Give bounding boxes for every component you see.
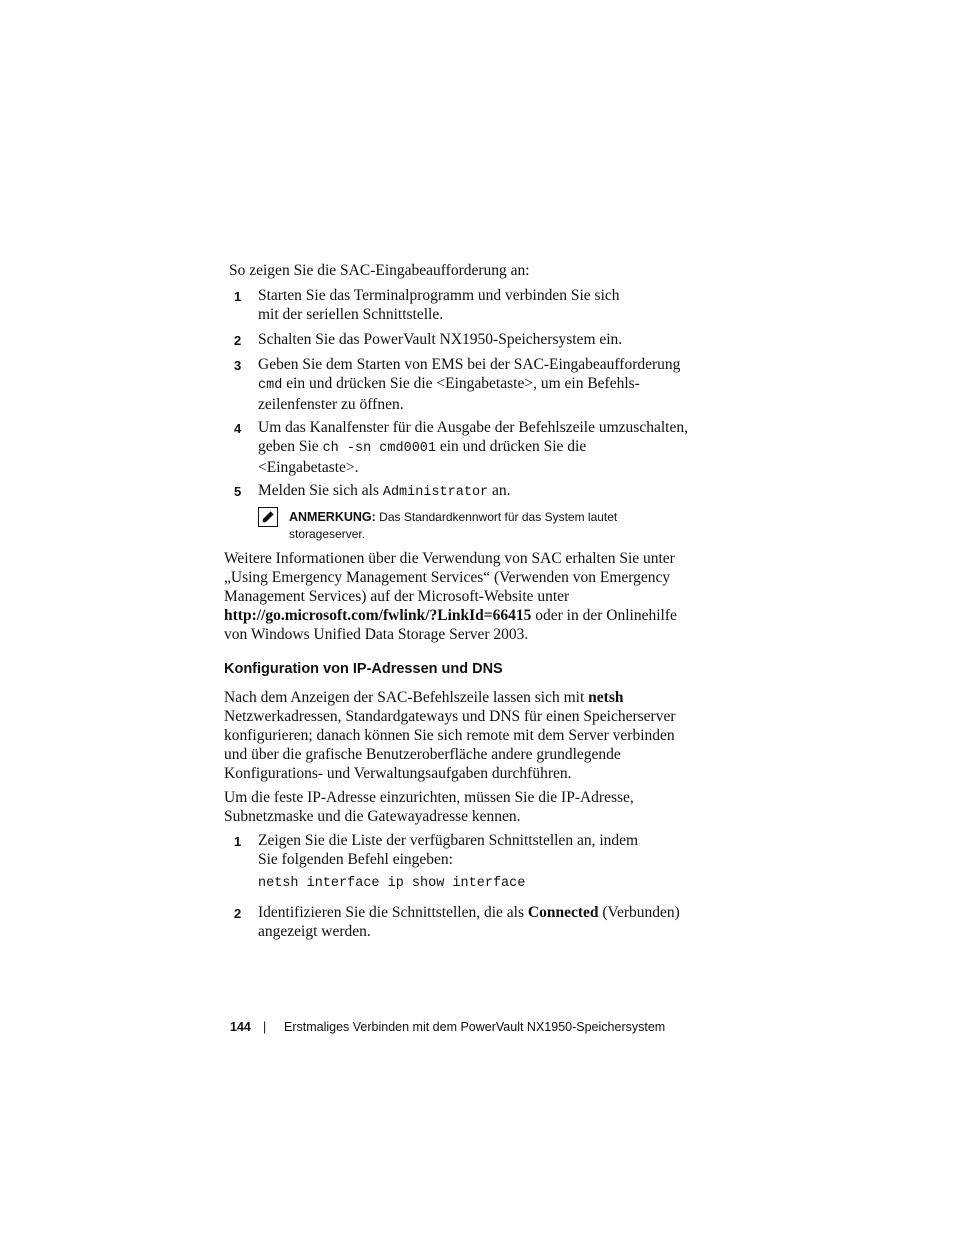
step-text: Schalten Sie das PowerVault NX1950-Speichersystem ein.	[258, 331, 623, 348]
page-number: 144	[230, 1020, 251, 1034]
step-number: 2	[234, 333, 242, 348]
step-text: mit der seriellen Schnittstelle.	[258, 306, 444, 323]
step-text: Geben Sie dem Starten von EMS bei der SAC-Eingabeaufforderung	[258, 356, 681, 373]
step-text: Um das Kanalfenster für die Ausgabe der Befehlszeile umzuschalten,	[258, 419, 688, 436]
paragraph-line: Konfigurations- und Verwaltungsaufgaben durchführen.	[224, 765, 572, 782]
step-text	[258, 374, 694, 395]
paragraph-line: Netzwerkadressen, Standardgateways und DNS für einen Speicherserver	[224, 708, 676, 725]
step-text: zeilenfenster zu öffnen.	[258, 396, 404, 413]
paragraph-line: von Windows Unified Data Storage Server 2003.	[224, 626, 529, 643]
step-text: angezeigt werden.	[258, 923, 371, 940]
paragraph-line: Weitere Informationen über die Verwendung von SAC erhalten Sie unter	[224, 550, 675, 567]
paragraph-line	[224, 606, 694, 625]
paragraph-line: Um die feste IP-Adresse einzurichten, müssen Sie die IP-Adresse,	[224, 789, 634, 806]
step-text	[258, 481, 694, 502]
step-text	[258, 437, 694, 458]
pencil-note-icon	[258, 507, 278, 527]
paragraph-line: und über die grafische Benutzeroberfläche andere grundlegende	[224, 746, 621, 763]
note-text: Das Standardkennwort für das System lautet	[375, 510, 618, 524]
paragraph-line: „Using Emergency Management Services“ (Verwenden von Emergency	[224, 569, 671, 586]
step-text-fragment: (Verbunden)	[598, 904, 680, 921]
step-text-fragment: an.	[488, 482, 511, 499]
note-line: storageserver.	[289, 527, 366, 541]
paragraph-line: Subnetzmaske und die Gatewayadresse kennen.	[224, 808, 521, 825]
footer-title: Erstmaliges Verbinden mit dem PowerVault NX1950-Speichersystem	[284, 1020, 666, 1034]
step-text-fragment: Melden Sie sich als	[258, 482, 383, 499]
intro-text: So zeigen Sie die SAC-Eingabeaufforderung an:	[229, 262, 530, 279]
note-line	[289, 509, 679, 526]
code-block: netsh interface ip show interface	[258, 876, 526, 891]
inline-code: cmd	[258, 378, 283, 393]
footer-separator: |	[263, 1020, 267, 1034]
paragraph-line: Management Services) auf der Microsoft-Website unter	[224, 588, 570, 605]
step-text: Zeigen Sie die Liste der verfügbaren Schnittstellen an, indem	[258, 832, 639, 849]
microsoft-link[interactable]: http://go.microsoft.com/fwlink/?LinkId=66415	[224, 607, 532, 624]
step-number: 1	[234, 834, 242, 849]
paragraph-fragment: Nach dem Anzeigen der SAC-Befehlszeile lassen sich mit	[224, 689, 589, 706]
step-text-fragment: ein und drücken Sie die <Eingabetaste>, um ein Befehls-	[282, 375, 640, 392]
paragraph-fragment: oder in der Onlinehilfe	[531, 607, 677, 624]
step-number: 1	[234, 289, 242, 304]
inline-code: Administrator	[382, 485, 489, 500]
note-label: ANMERKUNG:	[289, 510, 376, 524]
step-number: 5	[234, 484, 242, 499]
step-text: Sie folgenden Befehl eingeben:	[258, 851, 453, 868]
step-text: <Eingabetaste>.	[258, 459, 359, 476]
paragraph-line: konfigurieren; danach können Sie sich remote mit dem Server verbinden	[224, 727, 675, 744]
bold-term: netsh	[588, 689, 624, 706]
step-text-fragment: ein und drücken Sie die	[436, 438, 587, 455]
step-text-fragment: geben Sie	[258, 438, 323, 455]
netsh-paragraph	[224, 688, 694, 783]
step-text: Starten Sie das Terminalprogramm und verbinden Sie sich	[258, 287, 620, 304]
step-number: 3	[234, 358, 242, 373]
inline-code: ch -sn cmd0001	[322, 441, 436, 456]
paragraph-line	[224, 688, 694, 707]
ip-paragraph	[224, 788, 694, 826]
step-text	[258, 903, 694, 922]
step-text-fragment: Identifizieren Sie die Schnittstellen, die als	[258, 904, 528, 921]
section-heading: Konfiguration von IP-Adressen und DNS	[224, 661, 503, 677]
step-number: 2	[234, 906, 242, 921]
info-paragraph	[224, 549, 694, 644]
bold-term: Connected	[527, 904, 599, 921]
step-number: 4	[234, 421, 242, 436]
